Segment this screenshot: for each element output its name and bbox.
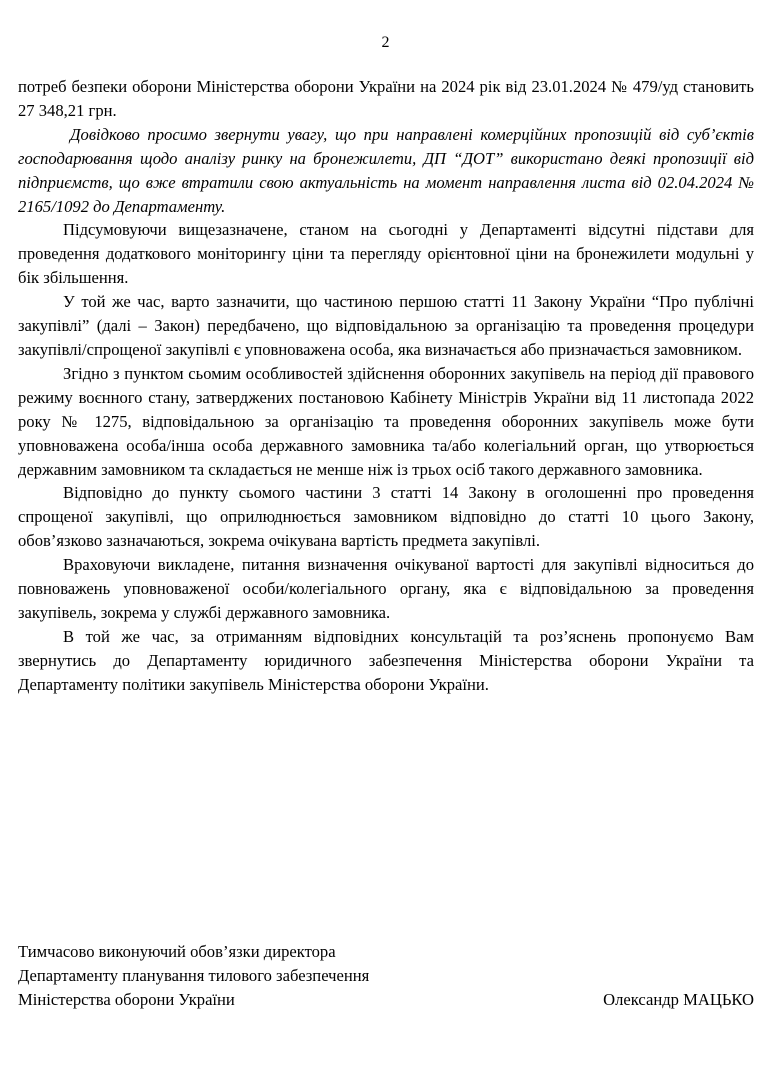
signature-block bbox=[18, 940, 754, 1012]
paragraph-reference-note: Довідково просимо звернути увагу, що при направлені комерційних пропозицій від суб’єктів господарювання щодо аналізу ринку на бронежилети, ДП “ДОТ” використано деякі пропозиції від підприємств, що вже втратили свою актуальність на момент направлення листа від 02.04.2024 № 2165/1092 до Департаменту. bbox=[18, 124, 754, 216]
signatory-title-line-3: Міністерства оборони України bbox=[18, 990, 235, 1009]
signatory-title-line-1: Тимчасово виконуючий обов’язки директора bbox=[18, 942, 336, 961]
signatory-title-line-2: Департаменту планування тилового забезпечення bbox=[18, 966, 370, 985]
page-number: 2 bbox=[381, 34, 390, 51]
paragraph-consultation: В той же час, за отриманням відповідних консультацій та роз’яснень пропонуємо Вам звернутись до Департаменту юридичного забезпечення Міністерства оборони України та Департаменту політики закупівель Міністерства оборони України. bbox=[18, 626, 754, 694]
paragraph-continuation: потреб безпеки оборони Міністерства оборони України на 2024 рік від 23.01.2024 № 479/уд становить 27 348,21 грн. bbox=[18, 77, 754, 120]
paragraph-law-article-11: У той же час, варто зазначити, що частиною першою статті 11 Закону України “Про публічні закупівлі” (далі – Закон) передбачено, що відповідальною за організацію та проведення процедури закупівлі/спрощеної закупівлі є уповноважена особа, яка визначається або призначається замовником. bbox=[18, 292, 754, 359]
signatory-name: Олександр МАЦЬКО bbox=[603, 990, 754, 1009]
signature-row bbox=[18, 988, 754, 1012]
letter-body bbox=[18, 75, 754, 697]
paragraph-defense-procurement: Згідно з пунктом сьомим особливостей здійснення оборонних закупівель на період дії правового режиму воєнного стану, затверджених постановою Кабінету Міністрів України від 11 листопада 2022 року № 1275, відповідальною за організацію та проведення оборонних закупівель може бути уповноважена особа/інша особа державного замовника та/або колегіальний орган, що утворюється державним замовником та складається не менше ніж із трьох осіб такого державного замовника. bbox=[18, 363, 754, 479]
paragraph-expected-cost: Враховуючи викладене, питання визначення очікуваної вартості для закупівлі відноситься до повноважень уповноваженої особи/колегіального органу, яка є відповідальною за проведення закупівель, зокрема у службі державного замовника. bbox=[18, 555, 754, 622]
paragraph-law-article-14: Відповідно до пункту сьомого частини 3 статті 14 Закону в оголошенні про проведення спрощеної закупівлі, що оприлюднюється замовником відповідно до статті 10 цього Закону, обов’язково зазначаються, зокрема очікувана вартість предмета закупівлі. bbox=[18, 483, 754, 551]
paragraph-summary: Підсумовуючи вищезазначене, станом на сьогодні у Департаменті відсутні підстави для проведення додаткового моніторингу ціни та перегляду орієнтовної ціни на бронежилети модульні у бік збільшення. bbox=[18, 220, 754, 288]
